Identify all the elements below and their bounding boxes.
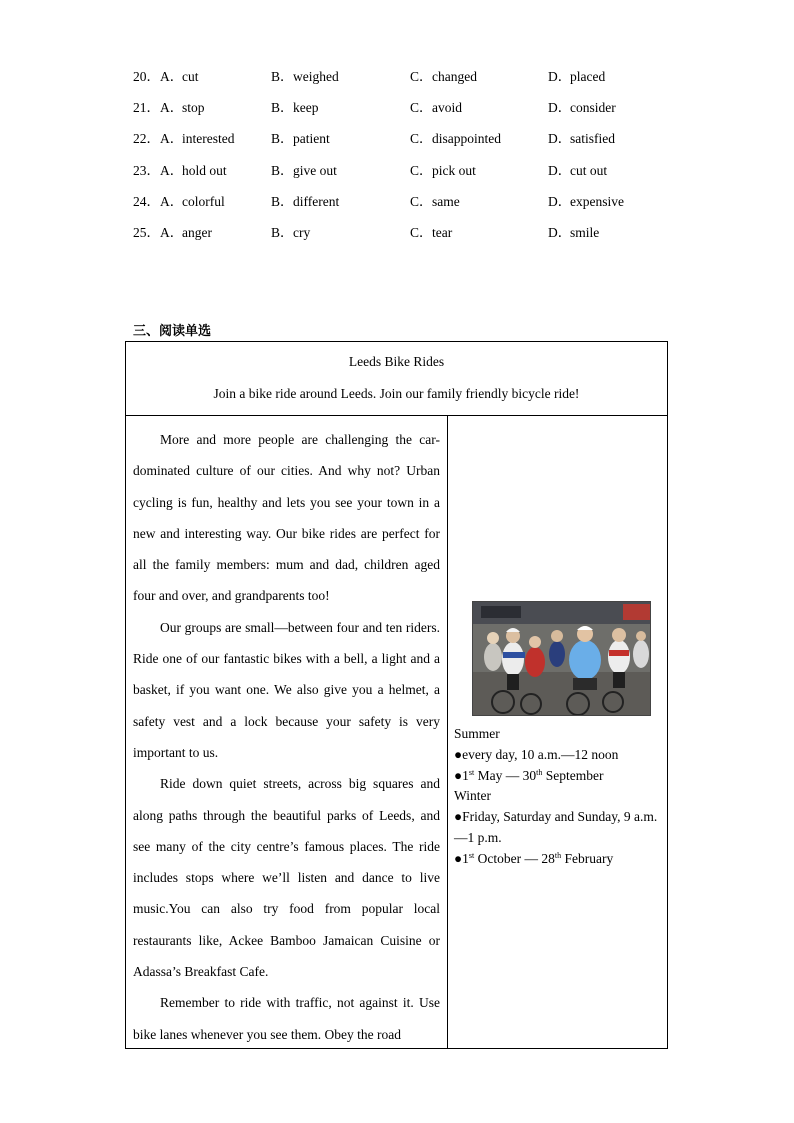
option-d [548,222,599,243]
option-letter: B． [271,193,294,209]
question-number: 22． [133,131,160,147]
section-heading: 三、阅读单选 [133,324,212,339]
option-text: disappointed [432,131,501,147]
option-text: keep [293,100,319,116]
option-text: pick out [432,162,476,178]
option-d [548,191,624,212]
option-letter: A． [160,69,184,84]
summer-time: ●every day, 10 a.m.—12 noon [454,746,619,762]
question-list [133,66,673,253]
option-text: hold out [182,162,227,178]
option-a [160,66,199,87]
option-letter: D． [548,131,572,147]
option-text: cut [182,69,199,84]
passage-subtitle: Join a bike ride around Leeds. Join our family friendly bicycle ride! [213,386,580,401]
option-c [410,66,477,87]
option-letter: D． [548,193,572,209]
option-b [271,128,330,149]
option-letter: B． [271,162,294,178]
option-letter: C． [410,193,433,209]
option-letter: A． [160,131,184,147]
winter-dates: ●1st October — 28th February [454,850,614,866]
option-letter: D． [548,100,572,116]
summer-label: Summer [454,726,500,741]
option-letter: B． [271,100,294,116]
option-letter: A． [160,224,184,240]
option-letter: B． [271,69,294,84]
passage-paragraph-4: Remember to ride with traffic, not against it. Use bike lanes whenever you see them. Obey the road [133,995,440,1042]
winter-label: Winter [454,788,491,804]
option-text: consider [570,100,616,116]
question-number: 20． [133,69,160,84]
option-b [271,97,318,118]
option-text: patient [293,131,330,147]
question-row [133,128,673,159]
option-letter: A． [160,100,184,116]
option-letter: B． [271,224,294,240]
passage-table [125,341,668,1049]
option-text: anger [182,224,212,240]
option-c [410,128,501,149]
option-b [271,66,339,87]
option-a [160,97,205,118]
option-letter: C． [410,100,433,116]
option-a [160,128,234,149]
passage-paragraph-3: Ride down quiet streets, across big squares and along paths through the beautiful parks of Leeds, and see many of the city centre’s famous places. The ride includes stops where we’ll listen and dance to live music.You can also try food from popular local restaurants like, Ackee Bamboo Jamaican Cuisine or Adassa’s Breakfast Cafe. [133,776,440,980]
question-row [133,222,673,253]
question-row [133,160,673,191]
option-c [410,222,452,243]
option-text: give out [293,162,337,178]
question-row [133,97,673,128]
option-text: placed [570,69,606,84]
question-row [133,191,673,222]
passage-header [126,342,667,416]
option-b [271,160,337,181]
option-letter: A． [160,193,184,209]
option-a [160,191,225,212]
option-text: tear [432,224,453,240]
option-text: different [293,193,340,209]
passage-paragraph-2: Our groups are small—between four and ten riders. Ride one of our fantastic bikes with a bell, a light and a basket, if you want one. We also give you a helmet, a safety vest and a lock because your safety is very important to us. [133,619,440,760]
question-number: 21． [133,100,160,116]
option-b [271,222,310,243]
passage-title: Leeds Bike Rides [348,354,445,369]
option-d [548,128,615,149]
option-letter: C． [410,224,433,240]
option-a [160,160,227,181]
question-number: 25． [133,224,160,240]
option-text: cry [293,224,311,240]
winter-time: ●Friday, Saturday and Sunday, 9 a.m.—1 p.m. [454,809,658,845]
question-number: 23． [133,162,160,178]
option-text: smile [570,224,600,240]
cyclists-photo [472,601,651,716]
option-letter: A． [160,162,184,178]
passage-body [126,416,448,1048]
option-text: expensive [570,193,624,209]
option-text: weighed [293,69,339,84]
option-letter: D． [548,69,572,84]
question-row [133,66,673,97]
option-text: satisfied [570,131,615,147]
option-c [410,191,460,212]
passage-paragraph-1: More and more people are challenging the car-dominated culture of our cities. And why not? Urban cycling is fun, healthy and lets you see your town in a new and interesting way. Our bike rides are perfect for all the family members: mum and dad, children aged four and over, and grandparents too! [133,432,440,604]
option-b [271,191,339,212]
option-text: stop [182,100,205,116]
question-number: 24． [133,193,160,209]
option-text: changed [432,69,477,84]
option-text: interested [182,131,235,147]
schedule [454,724,662,870]
option-d [548,97,616,118]
option-a [160,222,212,243]
summer-dates: ●1st May — 30th September [454,767,604,783]
option-c [410,97,462,118]
option-d [548,66,605,87]
option-letter: C． [410,162,433,178]
option-text: cut out [570,162,608,178]
option-letter: D． [548,224,572,240]
option-text: avoid [432,100,462,116]
option-c [410,160,476,181]
option-letter: D． [548,162,572,178]
schedule-column [448,416,667,1048]
option-d [548,160,607,181]
option-letter: B． [271,131,294,147]
option-text: same [432,193,460,209]
option-letter: C． [410,131,433,147]
option-text: colorful [182,193,225,209]
option-letter: C． [410,69,433,84]
